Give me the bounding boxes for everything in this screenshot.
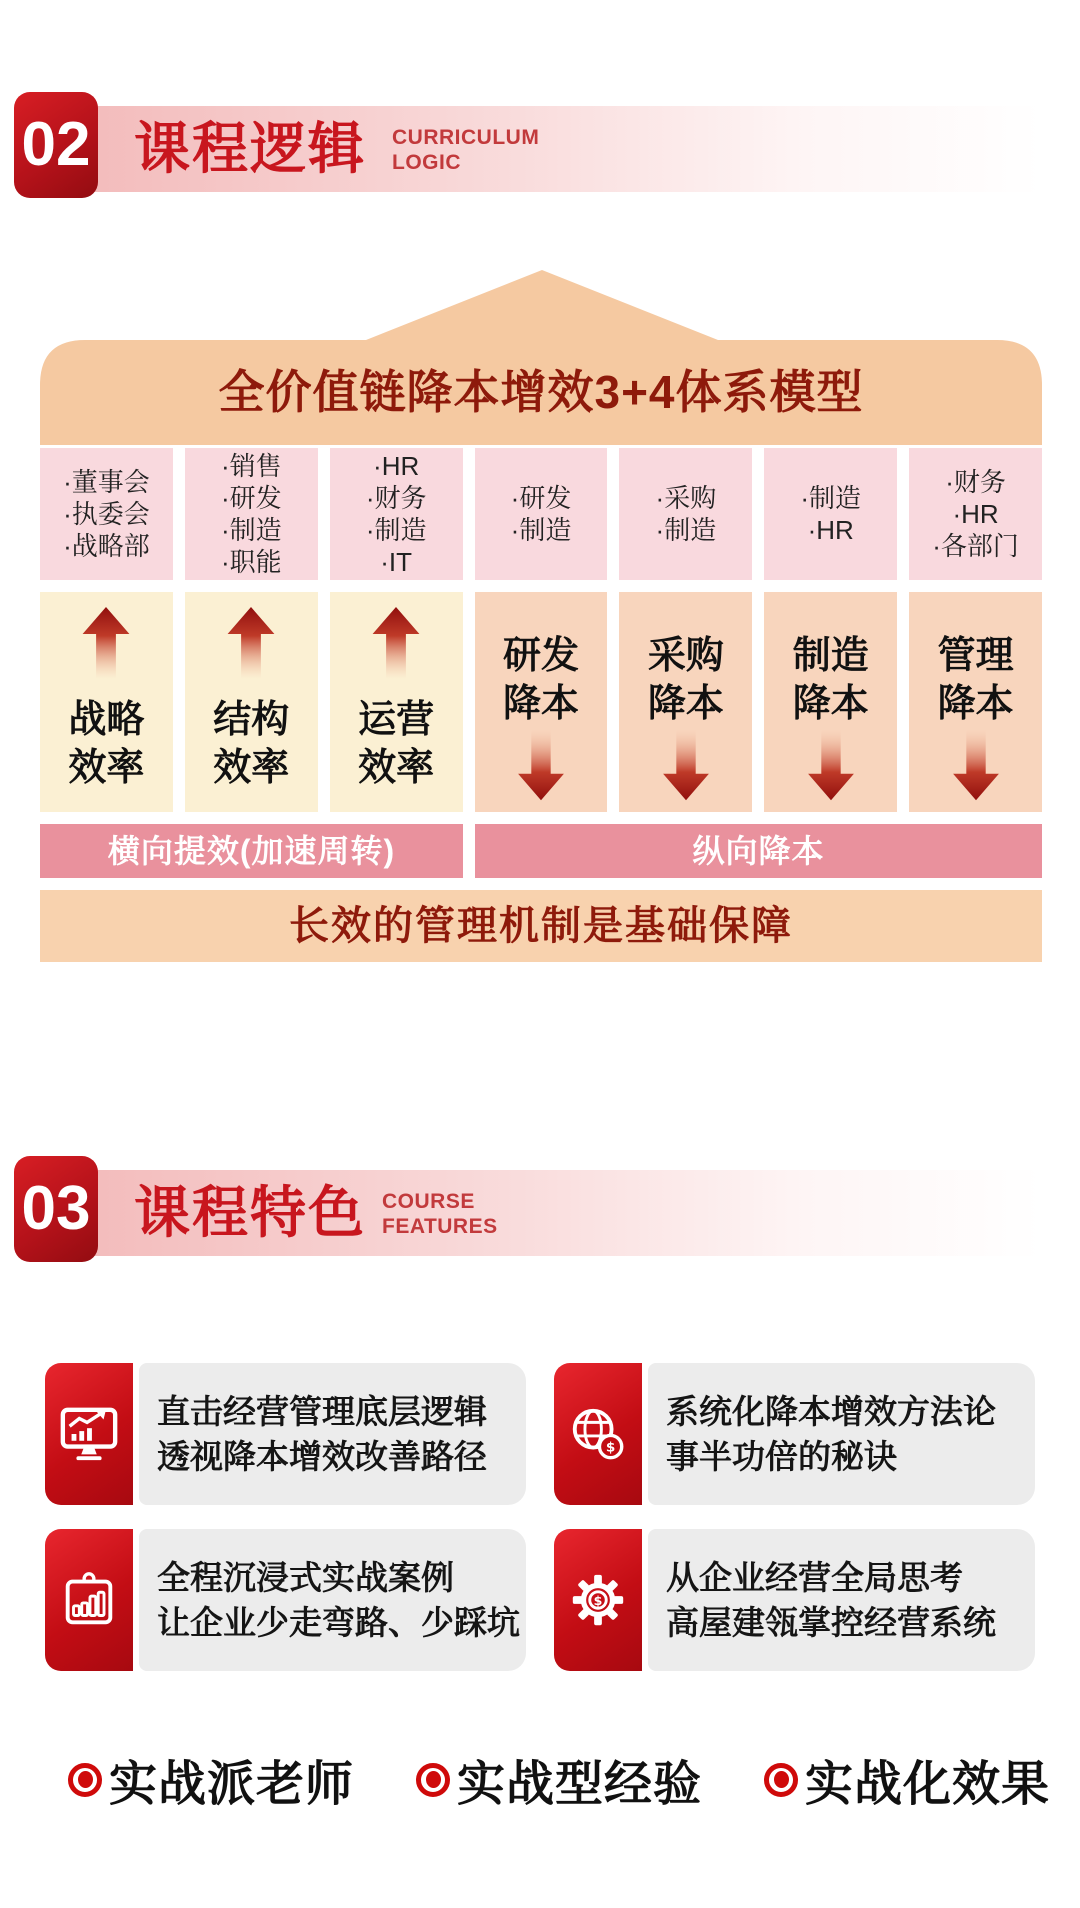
- clipboard-chart-icon: [58, 1569, 120, 1631]
- dept-list-2: [185, 448, 318, 580]
- efficiency-label: 结构效率: [213, 699, 290, 789]
- up-arrow-icon: [369, 604, 423, 682]
- dept-item: ·HR: [807, 515, 854, 545]
- dept-item: ·采购: [655, 483, 717, 513]
- bullseye-bullet-icon: [416, 1763, 450, 1797]
- efficiency-label: 战略效率: [68, 699, 145, 789]
- dept-list-6: [764, 448, 897, 580]
- down-arrow-icon: [659, 728, 713, 802]
- feature-card-2: [554, 1363, 1035, 1505]
- section3-header: [0, 1156, 1080, 1266]
- dept-item: ·制造: [220, 515, 282, 545]
- feature-card-4: [554, 1529, 1035, 1671]
- dept-item: ·研发: [510, 483, 572, 513]
- down-arrow-icon: [514, 728, 568, 802]
- cost-box-rnd: [475, 592, 608, 812]
- horizontal-efficiency-bar: 横向提效(加速周转): [40, 824, 463, 878]
- feature-icon-tile: [45, 1529, 133, 1671]
- section3-subtitle-line1: COURSE: [382, 1190, 475, 1213]
- efficiency-box-strategy: [40, 592, 173, 812]
- efficiency-label: 运营效率: [358, 699, 435, 789]
- cost-box-procurement: [619, 592, 752, 812]
- section3-subtitle-line2: FEATURES: [382, 1215, 498, 1238]
- feature-line1: 从企业经营全局思考: [666, 1559, 963, 1596]
- management-foundation-bar: 长效的管理机制是基础保障: [40, 890, 1042, 962]
- section3-title: 课程特色: [134, 1181, 366, 1244]
- feature-card-3: [45, 1529, 526, 1671]
- dept-item: ·财务: [365, 483, 427, 513]
- dept-item: ·销售: [220, 451, 282, 481]
- dept-item: ·IT: [380, 547, 413, 577]
- down-arrow-icon: [949, 728, 1003, 802]
- dept-item: ·制造: [800, 483, 862, 513]
- dept-item: ·研发: [220, 483, 282, 513]
- cost-label: 管理降本: [937, 635, 1014, 725]
- feature-cards: [45, 1363, 1035, 1671]
- dept-item: ·执委会: [63, 499, 150, 529]
- section2-header: [0, 92, 1080, 202]
- dept-item: ·制造: [365, 515, 427, 545]
- globe-dollar-icon: [567, 1403, 629, 1465]
- up-arrow-icon: [224, 604, 278, 682]
- efficiency-box-operation: [330, 592, 463, 812]
- highlight-row: [68, 1745, 1050, 1814]
- dept-item: ·财务: [945, 467, 1006, 497]
- highlight-label: 实战派老师: [109, 1758, 355, 1811]
- feature-icon-tile: [554, 1363, 642, 1505]
- section2-subtitle-line1: CURRICULUM: [392, 126, 540, 149]
- feature-line1: 直击经营管理底层逻辑: [157, 1393, 487, 1430]
- feature-text: [648, 1529, 1035, 1671]
- feature-text: [139, 1529, 526, 1671]
- cost-box-management: [909, 592, 1042, 812]
- highlight-label: 实战型经验: [457, 1758, 703, 1811]
- down-arrow-icon: [804, 728, 858, 802]
- section2-subtitle: [392, 125, 539, 175]
- bullseye-bullet-icon: [764, 1763, 798, 1797]
- section2-subtitle-line2: LOGIC: [392, 151, 461, 174]
- vertical-cost-bar: 纵向降本: [475, 824, 1042, 878]
- dept-item: ·HR: [373, 451, 420, 481]
- feature-text: [139, 1363, 526, 1505]
- feature-line2: 高屋建瓴掌控经营系统: [666, 1604, 996, 1641]
- feature-line1: 全程沉浸式实战案例: [157, 1559, 454, 1596]
- section2-number-badge: 02: [14, 92, 98, 198]
- dept-item: ·各部门: [932, 531, 1019, 561]
- feature-line2: 让企业少走弯路、少踩坑: [157, 1604, 520, 1641]
- model-title: 全价值链降本增效3+4体系模型: [218, 366, 864, 418]
- efficiency-cost-row: [40, 592, 1042, 812]
- dept-item: ·战略部: [63, 531, 150, 561]
- dept-item: ·制造: [655, 515, 717, 545]
- model-diagram: [40, 268, 1042, 962]
- cost-label: 研发降本: [502, 635, 579, 725]
- feature-card-1: [45, 1363, 526, 1505]
- cost-label: 制造降本: [792, 635, 869, 725]
- monitor-chart-icon: [58, 1403, 120, 1465]
- category-bars-row: [40, 824, 1042, 878]
- dept-list-7: [909, 448, 1042, 580]
- bullseye-bullet-icon: [68, 1763, 102, 1797]
- dept-item: ·职能: [220, 547, 282, 577]
- dept-item: ·制造: [510, 515, 572, 545]
- up-arrow-icon: [79, 604, 133, 682]
- efficiency-box-structure: [185, 592, 318, 812]
- feature-line1: 系统化降本增效方法论: [666, 1393, 996, 1430]
- feature-icon-tile: [45, 1363, 133, 1505]
- svg-text:$: $: [593, 1592, 603, 1608]
- cost-label: 采购降本: [647, 635, 724, 725]
- dept-item: ·董事会: [63, 467, 150, 497]
- dept-list-5: [619, 448, 752, 580]
- feature-text: [648, 1363, 1035, 1505]
- dept-list-3: [330, 448, 463, 580]
- feature-icon-tile: [554, 1529, 642, 1671]
- dept-list-1: [40, 448, 173, 580]
- section3-subtitle: [382, 1189, 498, 1239]
- dept-item: ·HR: [952, 499, 999, 529]
- gear-dollar-icon: [567, 1569, 629, 1631]
- highlight-teachers: [68, 1745, 354, 1814]
- dept-list-4: [475, 448, 608, 580]
- section3-number-badge: 03: [14, 1156, 98, 1262]
- departments-row: [40, 448, 1042, 580]
- feature-line2: 透视降本增效改善路径: [157, 1438, 487, 1475]
- highlight-experience: [416, 1745, 702, 1814]
- svg-text:$: $: [605, 1439, 616, 1456]
- section2-title: 课程逻辑: [134, 117, 366, 180]
- feature-line2: 事半功倍的秘诀: [666, 1438, 897, 1475]
- highlight-results: [764, 1745, 1050, 1814]
- cost-box-manufacturing: [764, 592, 897, 812]
- highlight-label: 实战化效果: [805, 1758, 1051, 1811]
